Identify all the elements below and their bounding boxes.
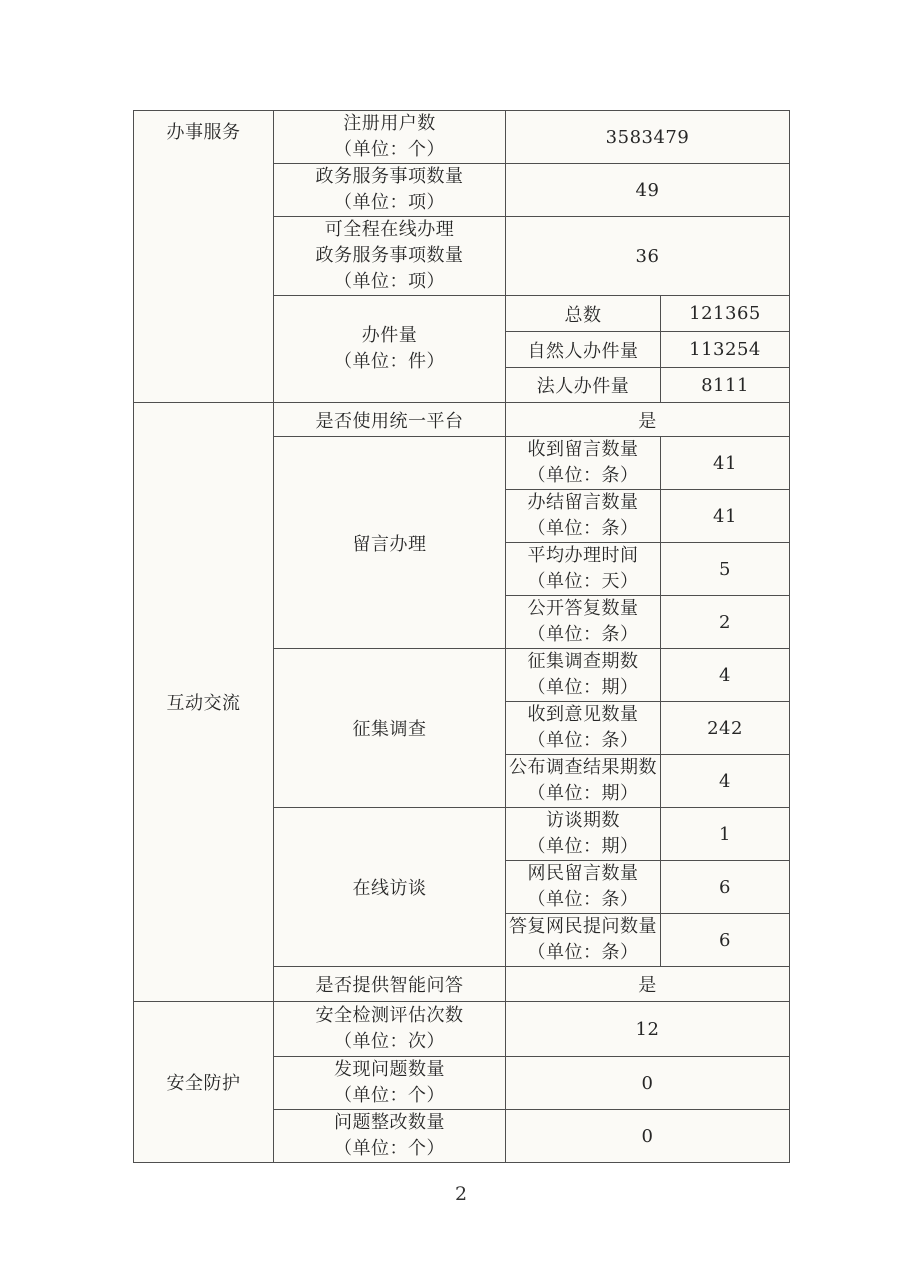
group-label-survey: 征集调查	[274, 649, 506, 808]
metric-value-security-checks: 12	[506, 1002, 790, 1057]
metric-unit-line: （单位：个）	[334, 1138, 445, 1159]
metric-unit-line: （单位：条）	[527, 624, 639, 645]
metric-unit-line: （单位：条）	[527, 518, 639, 539]
metric-label-interview-periods	[506, 808, 661, 861]
metric-unit-line: （单位：个）	[334, 1085, 445, 1106]
metric-label-registered-users	[274, 111, 506, 164]
sub-value-case-total: 121365	[661, 296, 790, 332]
metric-unit-line: （单位：项）	[334, 192, 445, 213]
metric-label-line: 答复网民提问数量	[509, 916, 657, 937]
metric-unit-line: （单位：个）	[334, 139, 445, 160]
metric-label-line: 问题整改数量	[334, 1112, 445, 1133]
metric-label-public-reply	[506, 596, 661, 649]
metric-label-line: 收到留言数量	[527, 439, 639, 460]
metric-value-problems-fixed: 0	[506, 1110, 790, 1163]
sub-label-case-total: 总数	[506, 296, 661, 332]
metric-unit-line: （单位：期）	[527, 836, 639, 857]
metric-value-public-reply: 2	[661, 596, 790, 649]
metric-value-unified-platform: 是	[506, 403, 790, 437]
metric-unit-line: （单位：条）	[527, 465, 639, 486]
metric-label-line: 可全程在线办理	[324, 219, 455, 240]
metric-unit-line: （单位：条）	[527, 889, 639, 910]
metric-label-line: 政务服务事项数量	[315, 245, 464, 266]
metric-label-opinions-received	[506, 702, 661, 755]
metric-label-line: 平均办理时间	[527, 545, 639, 566]
metric-value-smart-qa: 是	[506, 967, 790, 1002]
metric-value-msg-completed: 41	[661, 490, 790, 543]
metric-label-line: 访谈期数	[546, 810, 620, 831]
metric-label-security-checks	[274, 1002, 506, 1057]
metric-label-line: 注册用户数	[343, 113, 436, 134]
sub-value-case-legal: 8111	[661, 368, 790, 403]
group-label-message-handling: 留言办理	[274, 437, 506, 649]
category-cell-hudong: 互动交流	[134, 403, 274, 1002]
metric-label-survey-periods	[506, 649, 661, 702]
metric-label-line: 政务服务事项数量	[315, 166, 464, 187]
metric-label-results-published	[506, 755, 661, 808]
metric-value-full-online: 36	[506, 217, 790, 296]
category-cell-anquan: 安全防护	[134, 1002, 274, 1163]
metric-unit-line: （单位：期）	[527, 677, 639, 698]
metric-label-line: 发现问题数量	[334, 1059, 445, 1080]
metric-label-line: 网民留言数量	[527, 863, 639, 884]
group-label-case-volume	[274, 296, 506, 403]
metric-label-netizen-messages	[506, 861, 661, 914]
gov-report-stats-table	[133, 110, 790, 1163]
metric-value-netizen-replies: 6	[661, 914, 790, 967]
table-row	[134, 111, 790, 164]
page-number: 2	[454, 1183, 468, 1205]
metric-unit-line: （单位：次）	[334, 1031, 445, 1052]
metric-unit-line: （单位：天）	[527, 571, 639, 592]
metric-label-line: 公布调查结果期数	[509, 757, 657, 778]
metric-label-service-items	[274, 164, 506, 217]
table-row	[134, 1002, 790, 1057]
metric-value-netizen-messages: 6	[661, 861, 790, 914]
sub-label-case-natural: 自然人办件量	[506, 332, 661, 368]
metric-unit-line: （单位：期）	[527, 783, 639, 804]
sub-label-case-legal: 法人办件量	[506, 368, 661, 403]
metric-label-smart-qa: 是否提供智能问答	[274, 967, 506, 1002]
table-row	[134, 403, 790, 437]
metric-unit-line: （单位：项）	[334, 271, 445, 292]
metric-label-unified-platform: 是否使用统一平台	[274, 403, 506, 437]
metric-value-avg-time: 5	[661, 543, 790, 596]
metric-label-line: 收到意见数量	[527, 704, 639, 725]
metric-value-opinions-received: 242	[661, 702, 790, 755]
metric-label-line: 办结留言数量	[527, 492, 639, 513]
metric-value-results-published: 4	[661, 755, 790, 808]
group-label-line: 办件量	[361, 325, 418, 346]
category-cell-banshi: 办事服务	[134, 111, 274, 403]
metric-value-registered-users: 3583479	[506, 111, 790, 164]
metric-label-msg-completed	[506, 490, 661, 543]
metric-value-survey-periods: 4	[661, 649, 790, 702]
metric-label-avg-time	[506, 543, 661, 596]
group-unit-line: （单位：件）	[334, 351, 445, 372]
metric-value-msg-received: 41	[661, 437, 790, 490]
metric-label-msg-received	[506, 437, 661, 490]
metric-label-problems-found	[274, 1057, 506, 1110]
metric-label-line: 征集调查期数	[527, 651, 639, 672]
metric-label-netizen-replies	[506, 914, 661, 967]
metric-unit-line: （单位：条）	[527, 942, 639, 963]
metric-unit-line: （单位：条）	[527, 730, 639, 751]
metric-value-problems-found: 0	[506, 1057, 790, 1110]
group-label-interview: 在线访谈	[274, 808, 506, 967]
metric-label-full-online	[274, 217, 506, 296]
metric-label-problems-fixed	[274, 1110, 506, 1163]
metric-label-line: 安全检测评估次数	[315, 1005, 464, 1026]
metric-value-interview-periods: 1	[661, 808, 790, 861]
metric-label-line: 公开答复数量	[527, 598, 639, 619]
metric-value-service-items: 49	[506, 164, 790, 217]
sub-value-case-natural: 113254	[661, 332, 790, 368]
